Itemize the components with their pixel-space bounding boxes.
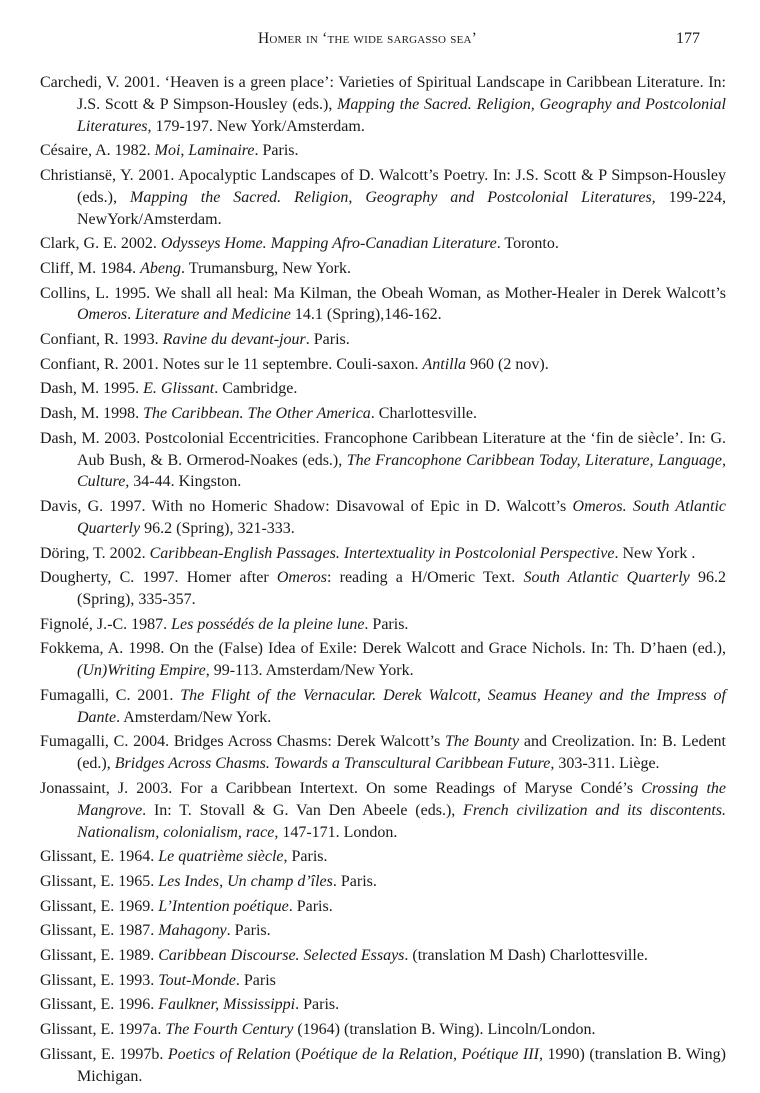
reference-text: , Paris. [283, 848, 328, 866]
reference-entry [40, 1044, 726, 1088]
reference-title: Odysseys Home. Mapping Afro-Canadian Literature [160, 235, 497, 253]
reference-text: . New York . [614, 544, 696, 562]
reference-entry [40, 403, 726, 425]
reference-text: 199-224, NewYork/Amsterdam. [77, 188, 727, 228]
reference-text: Césaire, A. 1982. [40, 142, 155, 160]
reference-entry [40, 778, 726, 843]
reference-entry [40, 685, 726, 729]
reference-text: Confiant, R. 1993. [40, 331, 163, 349]
reference-entry [40, 970, 726, 992]
reference-text: Glissant, E. 1964. [40, 848, 159, 866]
reference-text: . Toronto. [496, 235, 559, 253]
reference-entry [40, 283, 726, 327]
reference-text: . Amsterdam/New York. [116, 708, 272, 726]
reference-entry [40, 614, 726, 636]
reference-title: Ravine du devant-jour [162, 331, 306, 349]
reference-text: Davis, G. 1997. With no Homeric Shadow: Disavowal of Epic in D. Walcott’s [40, 498, 573, 516]
reference-entry [40, 329, 726, 351]
reference-title: Moi, Laminaire [154, 142, 255, 160]
reference-entry [40, 140, 726, 162]
reference-text: Dash, M. 1998. [40, 405, 144, 423]
reference-text: Fumagalli, C. 2004. Bridges Across Chasms: Derek Walcott’s [40, 733, 445, 751]
reference-entry [40, 72, 726, 137]
reference-text: 147-171. London. [278, 823, 398, 841]
reference-entry [40, 994, 726, 1016]
reference-text: . [127, 306, 136, 324]
reference-text: . Paris. [295, 996, 340, 1014]
reference-title: Tout-Monde [158, 971, 236, 989]
reference-title: The Fourth Century [165, 1021, 294, 1039]
reference-title: French civilization and its discontents. Nationalism, colonialism, race, [77, 801, 726, 841]
reference-text: 303-311. Liège. [554, 755, 660, 773]
reference-entry [40, 896, 726, 918]
reference-text: 96.2 (Spring), 335-357. [77, 569, 726, 609]
reference-text: . Charlottesville. [370, 405, 477, 423]
reference-text: Glissant, E. 1997b. [40, 1045, 168, 1063]
reference-entry [40, 428, 726, 493]
reference-entry [40, 920, 726, 942]
reference-title: Caribbean-English Passages. Intertextuality in Postcolonial Perspective [149, 544, 615, 562]
reference-entry [40, 1019, 726, 1041]
reference-text: . Paris. [226, 922, 271, 940]
reference-text: Glissant, E. 1993. [40, 971, 159, 989]
reference-text: Glissant, E. 1989. [40, 946, 159, 964]
reference-text: . Paris. [288, 897, 333, 915]
reference-entry [40, 543, 726, 565]
reference-entry [40, 354, 726, 376]
reference-title: Omeros [77, 306, 128, 324]
reference-text: (1964) (translation B. Wing). Lincoln/London. [293, 1021, 596, 1039]
reference-text: Clark, G. E. 2002. [40, 235, 161, 253]
reference-text: . (translation M Dash) Charlottesville. [404, 946, 648, 964]
reference-title: Poetics of Relation [167, 1045, 291, 1063]
reference-text: Carchedi, V. 2001. ‘Heaven is a green place’: Varieties of Spiritual Landscape in Caribbean Literature. In: J.S. Scott & P Simpson-Housley (eds.), [40, 74, 726, 113]
reference-title: (Un)Writing Empire [77, 662, 206, 680]
reference-text: . Cambridge. [214, 380, 298, 398]
reference-text: Confiant, R. 2001. Notes sur le 11 septembre. Couli-saxon. [40, 355, 423, 373]
reference-title: The Flight of the Vernacular. Derek Walcott, Seamus Heaney and the Impress of Dante [77, 686, 726, 726]
reference-text: Dash, M. 1995. [40, 380, 144, 398]
reference-title: Le quatrième siècle [158, 848, 284, 866]
reference-text: 179-197. New York/Amsterdam. [151, 117, 365, 135]
reference-text: and Creolization. In: B. Ledent (ed.), [77, 733, 726, 773]
reference-text: Fignolé, J.-C. 1987. [40, 615, 172, 633]
reference-text: . Paris. [305, 331, 350, 349]
reference-title: Faulkner, Mississippi [158, 996, 296, 1014]
reference-text: Dash, M. 2003. Postcolonial Eccentricities. Francophone Caribbean Literature at the ‘fin de siècle’. In: G. Aub Bush, & B. Ormerod-Noakes (eds.), [40, 429, 726, 469]
reference-text: Glissant, E. 1987. [40, 922, 159, 940]
reference-text: Christiansë, Y. 2001. Apocalyptic Landscapes of D. Walcott’s Poetry. In: J.S. Scott & P Simpson-Housley (eds.), [40, 166, 726, 206]
reference-title: The Bounty [445, 733, 520, 751]
reference-text: Jonassaint, J. 2003. For a Caribbean Intertext. On some Readings of Maryse Condé’s [40, 779, 642, 797]
reference-title: E. Glissant [143, 380, 215, 398]
reference-entry [40, 378, 726, 400]
reference-title: The Francophone Caribbean Today, Literature, Language, Culture, [77, 451, 727, 491]
reference-text: . In: T. Stovall & G. Van Den Abeele (eds.), [142, 801, 464, 819]
reference-title: Literature and Medicine [135, 306, 291, 324]
reference-title: Les Indes, Un champ d’îles [158, 872, 333, 890]
reference-title: Mahagony [158, 922, 227, 940]
reference-text: : reading a H/Omeric Text. [326, 569, 524, 587]
reference-title: Les possédés de la pleine lune [171, 615, 365, 633]
reference-entry [40, 871, 726, 893]
reference-title: Omeros. South Atlantic Quarterly [77, 498, 726, 537]
reference-entry [40, 846, 726, 868]
running-title: Homer in ‘the wide sargasso sea’ [258, 30, 478, 47]
page-number: 177 [676, 30, 700, 47]
reference-text: 960 (2 nov). [466, 355, 549, 373]
reference-text: Glissant, E. 1969. [40, 897, 159, 915]
reference-title: Antilla [422, 355, 467, 373]
reference-title: Bridges Across Chasms. Towards a Transcultural Caribbean Future, [114, 755, 555, 773]
reference-entry [40, 567, 726, 611]
reference-entry [40, 731, 726, 775]
reference-text: ( [290, 1045, 301, 1063]
reference-entry [40, 638, 726, 682]
reference-entry [40, 945, 726, 967]
reference-title: Mapping the Sacred. Religion, Geography and Postcolonial Literatures, [77, 95, 727, 135]
reference-text: . Trumansburg, New York. [181, 259, 351, 277]
reference-entry [40, 233, 726, 255]
reference-text: . Paris [235, 971, 276, 989]
reference-title: Crossing the Mangrove [77, 779, 727, 819]
reference-text: Fumagalli, C. 2001. [40, 686, 181, 704]
reference-title: Mapping the Sacred. Religion, Geography and Postcolonial Literatures, [129, 188, 656, 206]
reference-text: . Paris. [254, 142, 299, 160]
reference-text: 14.1 (Spring),146-162. [290, 306, 442, 324]
reference-text: 1990) (translation B. Wing) Michigan. [77, 1045, 727, 1085]
page-header [0, 30, 760, 54]
reference-title: Poétique de la Relation, Poétique III, [300, 1045, 543, 1063]
reference-text: Glissant, E. 1965. [40, 872, 159, 890]
reference-list [40, 72, 726, 1090]
reference-text: Collins, L. 1995. We shall all heal: Ma Kilman, the Obeah Woman, as Mother-Healer in Derek Walcott’s [40, 284, 726, 302]
reference-entry [40, 496, 726, 540]
reference-title: The Caribbean. The Other America [143, 405, 371, 423]
reference-text: Dougherty, C. 1997. Homer after [40, 569, 277, 587]
reference-text: 96.2 (Spring), 321-333. [140, 519, 295, 537]
reference-text: Glissant, E. 1997a. [40, 1021, 166, 1039]
reference-title: L’Intention poétique [158, 897, 289, 915]
reference-entry [40, 258, 726, 280]
reference-text: 34-44. Kingston. [129, 473, 242, 491]
reference-title: Abeng [140, 259, 182, 277]
reference-text: , 99-113. Amsterdam/New York. [205, 662, 414, 680]
reference-title: Omeros [276, 569, 327, 587]
reference-title: South Atlantic Quarterly [523, 569, 690, 587]
reference-text: Döring, T. 2002. [40, 544, 150, 562]
reference-text: Fokkema, A. 1998. On the (False) Idea of Exile: Derek Walcott and Grace Nichols. In: Th. D’haen (ed.), [40, 640, 726, 658]
reference-text: . Paris. [332, 872, 377, 890]
reference-text: . Paris. [364, 615, 409, 633]
reference-entry [40, 165, 726, 230]
reference-title: Caribbean Discourse. Selected Essays [158, 946, 405, 964]
reference-text: Cliff, M. 1984. [40, 259, 141, 277]
reference-text: Glissant, E. 1996. [40, 996, 159, 1014]
